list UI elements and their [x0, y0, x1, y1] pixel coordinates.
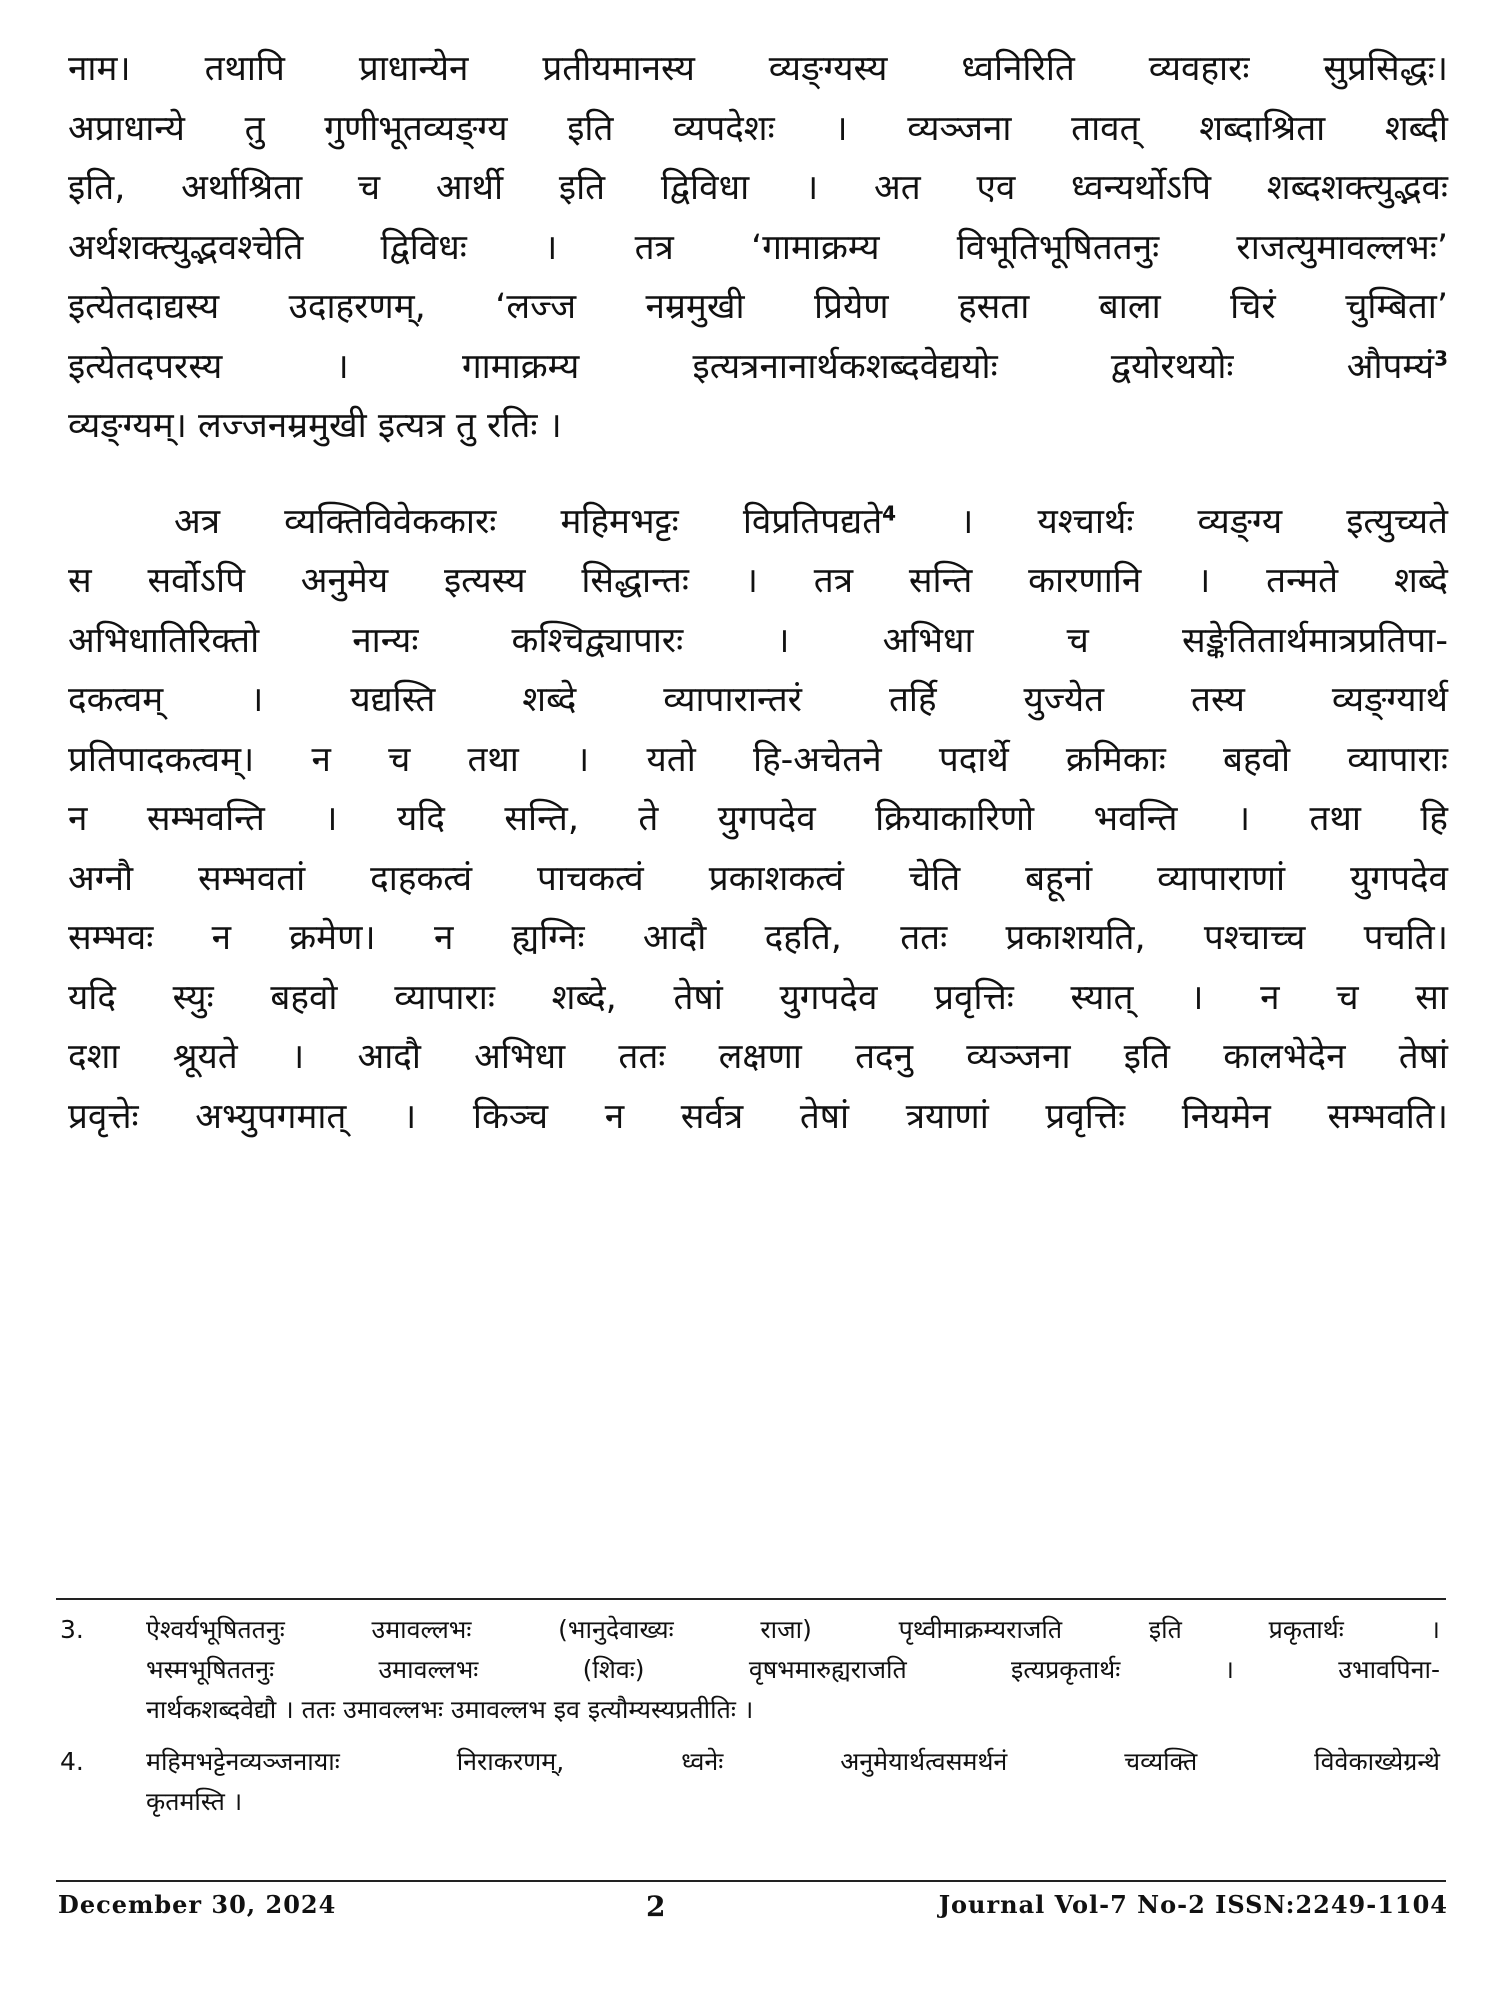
text-segment: इत्येतदपरस्य । गामाक्रम्य इत्यत्रनानार्थकशब्दवेद्ययोः द्वयोरथयोः औपम्यं — [68, 346, 1435, 387]
text-line: इति, अर्थाश्रिता च आर्थी इति द्विविधा । अत एव ध्वन्यर्थोऽपि शब्दशक्त्युद्भवः — [68, 168, 1448, 208]
footnote-3 — [60, 1610, 1440, 1730]
text-line — [68, 493, 1448, 553]
footnote-4 — [60, 1742, 1440, 1822]
text-line: इत्येतदाद्यस्य उदाहरणम्, ‘लज्ज नम्रमुखी प्रियेण हसता बाला चिरं चुम्बिता’ — [68, 287, 1448, 327]
text-line: स सर्वोऽपि अनुमेय इत्यस्य सिद्धान्तः । तत्र सन्ति कारणानि । तन्मते शब्दे — [68, 561, 1448, 601]
text-line: न सम्भवन्ति । यदि सन्ति, ते युगपदेव क्रियाकारिणो भवन्ति । तथा हि — [68, 799, 1448, 839]
footnote-text — [146, 1610, 1440, 1730]
text-line: सम्भवः न क्रमेण। न ह्यग्निः आदौ दहति, ततः प्रकाशयति, पश्चाच्च पचति। — [68, 918, 1448, 958]
footnote-ref-4[interactable]: 4 — [882, 500, 897, 525]
footnote-line: महिमभट्टेनव्यञ्जनायाः निराकरणम्, ध्वनेः अनुमेयार्थत्वसमर्थनं चव्यक्ति विवेकाख्येग्रन्थे — [146, 1747, 1440, 1776]
footnote-number: 4. — [60, 1747, 84, 1776]
footnote-ref-3[interactable]: 3 — [1434, 345, 1448, 370]
text-segment: अत्र व्यक्तिविवेककारः महिमभट्टः विप्रतिपद्यते — [174, 501, 883, 542]
journal-info: Journal Vol-7 No-2 ISSN:2249-1104 — [938, 1890, 1448, 1919]
main-text — [68, 40, 1448, 1147]
text-line: अभिधातिरिक्तो नान्यः कश्चिद्व्यापारः । अभिधा च सङ्केतितार्थमात्रप्रतिपा- — [68, 620, 1448, 661]
footnotes — [60, 1610, 1440, 1834]
footnote-text — [146, 1742, 1440, 1822]
text-line: अग्नौ सम्भवतां दाहकत्वं पाचकत्वं प्रकाशकत्वं चेति बहूनां व्यापाराणां युगपदेव — [68, 858, 1448, 899]
paragraph-gap — [68, 457, 1448, 493]
text-line: नाम। तथापि प्राधान्येन प्रतीयमानस्य व्यङ्ग्यस्य ध्वनिरिति व्यवहारः सुप्रसिद्धः। — [68, 49, 1448, 89]
text-line: अर्थशक्त्युद्भवश्चेति द्विविधः । तत्र ‘गामाक्रम्य विभूतिभूषिततनुः राजत्युमावल्लभः’ — [68, 227, 1448, 268]
footnote-line: ऐश्वर्यभूषिततनुः उमावल्लभः (भानुदेवाख्यः राजा) पृथ्वीमाक्रम्यराजति इति प्रकृतार्थः । — [146, 1615, 1440, 1644]
text-line: व्यङ्ग्यम्। लज्जनम्रमुखी इत्यत्र तु रतिः । — [68, 406, 562, 446]
footnote-line: नार्थकशब्दवेद्यौ । ततः उमावल्लभः उमावल्लभ इव इत्यौम्यस्यप्रतीतिः । — [146, 1695, 754, 1724]
text-line: अप्राधान्ये तु गुणीभूतव्यङ्ग्य इति व्यपदेशः । व्यञ्जना तावत् शब्दाश्रिता शब्दी — [68, 108, 1448, 149]
text-line: प्रवृत्तेः अभ्युपगमात् । किञ्च न सर्वत्र तेषां त्रयाणां प्रवृत्तिः नियमेन सम्भवति। — [68, 1096, 1448, 1137]
footnote-line: भस्मभूषिततनुः उमावल्लभः (शिवः) वृषभमारुह्यराजति इत्यप्रकृतार्थः । उभावपिना- — [146, 1655, 1440, 1684]
text-line: यदि स्युः बहवो व्यापाराः शब्दे, तेषां युगपदेव प्रवृत्तिः स्यात् । न च सा — [68, 977, 1448, 1018]
text-line — [68, 338, 1448, 398]
footer-divider — [56, 1880, 1446, 1882]
page-number: 2 — [646, 1890, 667, 1923]
footer-date: December 30, 2024 — [58, 1890, 337, 1919]
text-line: प्रतिपादकत्वम्। न च तथा । यतो हि-अचेतने पदार्थे क्रमिकाः बहवो व्यापाराः — [68, 739, 1448, 780]
text-line: दशा श्रूयते । आदौ अभिधा ततः लक्षणा तदनु व्यञ्जना इति कालभेदेन तेषां — [68, 1037, 1448, 1077]
footnote-divider — [56, 1598, 1446, 1600]
footnote-line: कृतमस्ति । — [146, 1787, 243, 1816]
text-line: दकत्वम् । यद्यस्ति शब्दे व्यापारान्तरं तर्हि युज्येत तस्य व्यङ्ग्यार्थ — [68, 680, 1448, 720]
footnote-number: 3. — [60, 1615, 84, 1644]
text-segment: । यश्चार्थः व्यङ्ग्य इत्युच्यते — [896, 501, 1448, 542]
